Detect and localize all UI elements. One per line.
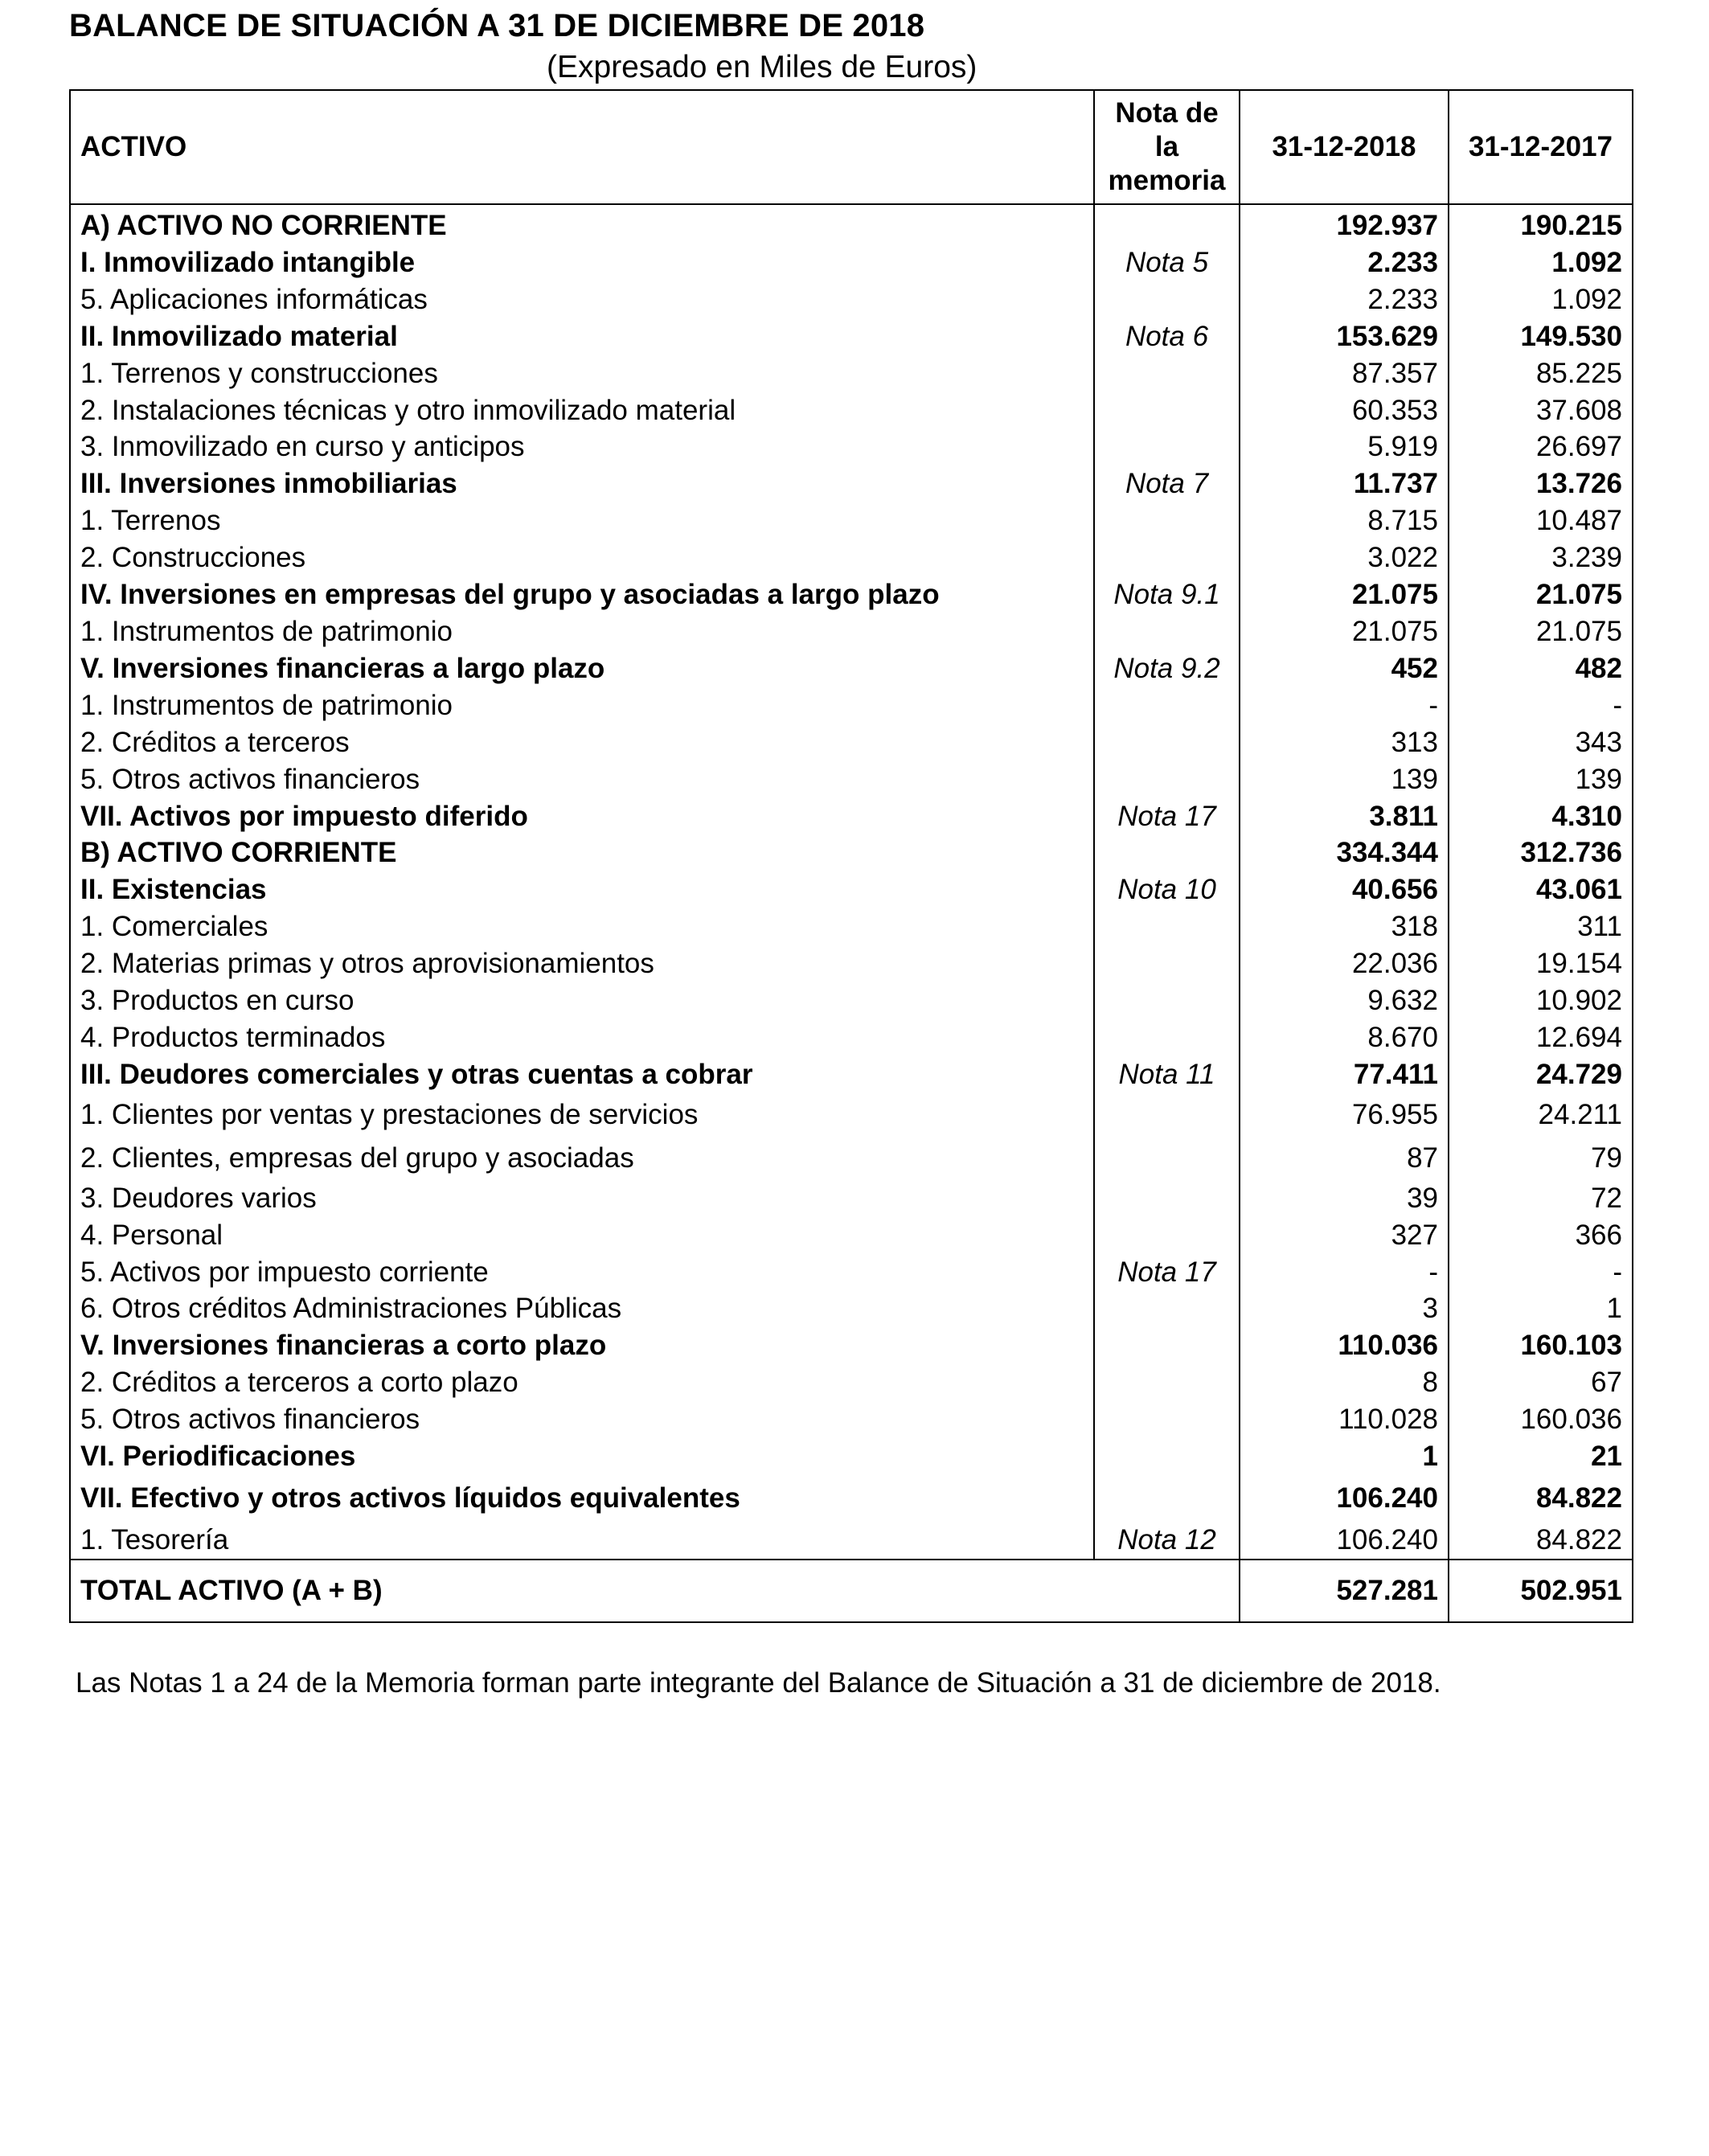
table-header-row	[70, 90, 1633, 204]
row-label: B) ACTIVO CORRIENTE	[70, 834, 1094, 871]
row-value-2017: 21.075	[1449, 576, 1633, 613]
row-label: 1. Instrumentos de patrimonio	[70, 613, 1094, 650]
row-value-2018: 110.036	[1240, 1327, 1449, 1364]
row-value-2018: 39	[1240, 1180, 1449, 1217]
row-nota	[1094, 1180, 1240, 1217]
row-value-2017: 10.902	[1449, 982, 1633, 1019]
row-label: 3. Productos en curso	[70, 982, 1094, 1019]
table-row	[70, 724, 1633, 761]
row-value-2018: 8	[1240, 1364, 1449, 1401]
row-label: III. Inversiones inmobiliarias	[70, 465, 1094, 502]
row-value-2017: 149.530	[1449, 318, 1633, 355]
row-nota	[1094, 982, 1240, 1019]
table-row	[70, 502, 1633, 539]
row-label: 5. Aplicaciones informáticas	[70, 281, 1094, 318]
row-nota	[1094, 908, 1240, 945]
table-row	[70, 576, 1633, 613]
row-value-2018: 327	[1240, 1217, 1449, 1254]
table-row	[70, 392, 1633, 429]
row-value-2017: 1.092	[1449, 244, 1633, 281]
table-row	[70, 1364, 1633, 1401]
row-value-2018: 3.022	[1240, 539, 1449, 576]
row-value-2017: 311	[1449, 908, 1633, 945]
row-label: 4. Personal	[70, 1217, 1094, 1254]
table-row	[70, 318, 1633, 355]
row-label: 2. Construcciones	[70, 539, 1094, 576]
row-value-2017: 343	[1449, 724, 1633, 761]
header-nota-line: memoria	[1108, 165, 1226, 196]
row-value-2018: 334.344	[1240, 834, 1449, 871]
row-value-2017: 43.061	[1449, 871, 1633, 908]
table-row	[70, 945, 1633, 982]
row-label: 1. Tesorería	[70, 1522, 1094, 1560]
row-value-2018: -	[1240, 687, 1449, 724]
row-value-2018: 110.028	[1240, 1401, 1449, 1438]
row-value-2018: 11.737	[1240, 465, 1449, 502]
total-value-2018: 527.281	[1240, 1560, 1449, 1622]
row-value-2017: 1	[1449, 1290, 1633, 1327]
row-nota: Nota 12	[1094, 1522, 1240, 1560]
row-value-2018: 9.632	[1240, 982, 1449, 1019]
row-nota: Nota 6	[1094, 318, 1240, 355]
row-nota	[1094, 1217, 1240, 1254]
table-row	[70, 650, 1633, 687]
table-row	[70, 355, 1633, 392]
row-nota	[1094, 945, 1240, 982]
row-nota: Nota 10	[1094, 871, 1240, 908]
row-value-2018: 192.937	[1240, 204, 1449, 244]
row-nota	[1094, 204, 1240, 244]
total-value-2017: 502.951	[1449, 1560, 1633, 1622]
header-nota-line: Nota de	[1115, 97, 1219, 129]
row-label: 5. Otros activos financieros	[70, 1401, 1094, 1438]
row-value-2017: 160.036	[1449, 1401, 1633, 1438]
table-row	[70, 428, 1633, 465]
row-label: 1. Terrenos y construcciones	[70, 355, 1094, 392]
row-value-2017: 4.310	[1449, 798, 1633, 835]
row-nota	[1094, 1019, 1240, 1056]
row-nota: Nota 5	[1094, 244, 1240, 281]
row-label: I. Inmovilizado intangible	[70, 244, 1094, 281]
table-row	[70, 1217, 1633, 1254]
row-value-2017: 139	[1449, 761, 1633, 798]
table-row	[70, 908, 1633, 945]
row-value-2018: 40.656	[1240, 871, 1449, 908]
row-label: 1. Comerciales	[70, 908, 1094, 945]
row-value-2017: 160.103	[1449, 1327, 1633, 1364]
row-value-2017: 10.487	[1449, 502, 1633, 539]
table-row	[70, 465, 1633, 502]
row-value-2017: 26.697	[1449, 428, 1633, 465]
row-value-2017: 19.154	[1449, 945, 1633, 982]
header-nota-memoria	[1094, 90, 1240, 204]
row-nota	[1094, 761, 1240, 798]
table-row	[70, 281, 1633, 318]
row-nota	[1094, 613, 1240, 650]
row-value-2018: 21.075	[1240, 576, 1449, 613]
row-value-2017: 13.726	[1449, 465, 1633, 502]
row-label: 4. Productos terminados	[70, 1019, 1094, 1056]
table-row	[70, 1475, 1633, 1522]
footnote: Las Notas 1 a 24 de la Memoria forman parte integrante del Balance de Situación a 31 de diciembre de 2018.	[76, 1667, 1441, 1699]
page-title: BALANCE DE SITUACIÓN A 31 DE DICIEMBRE DE 2018	[69, 8, 925, 43]
row-value-2018: 22.036	[1240, 945, 1449, 982]
row-value-2017: 85.225	[1449, 355, 1633, 392]
row-value-2017: 12.694	[1449, 1019, 1633, 1056]
row-label: A) ACTIVO NO CORRIENTE	[70, 204, 1094, 244]
row-label: II. Existencias	[70, 871, 1094, 908]
row-value-2018: 153.629	[1240, 318, 1449, 355]
row-label: VII. Efectivo y otros activos líquidos equivalentes	[70, 1475, 1094, 1522]
row-value-2018: 318	[1240, 908, 1449, 945]
table-row	[70, 204, 1633, 244]
row-value-2018: 87.357	[1240, 355, 1449, 392]
table-row	[70, 539, 1633, 576]
row-value-2017: 79	[1449, 1137, 1633, 1180]
page-subtitle: (Expresado en Miles de Euros)	[547, 50, 977, 84]
row-nota	[1094, 392, 1240, 429]
balance-sheet-table	[69, 89, 1633, 1623]
row-nota	[1094, 1475, 1240, 1522]
row-value-2018: 106.240	[1240, 1475, 1449, 1522]
header-nota-line: la	[1154, 131, 1179, 162]
table-row	[70, 1093, 1633, 1137]
row-nota: Nota 17	[1094, 1254, 1240, 1291]
row-label: IV. Inversiones en empresas del grupo y asociadas a largo plazo	[70, 576, 1094, 613]
row-value-2018: 5.919	[1240, 428, 1449, 465]
row-value-2017: -	[1449, 1254, 1633, 1291]
row-nota: Nota 17	[1094, 798, 1240, 835]
table-row	[70, 1290, 1633, 1327]
row-label: 2. Instalaciones técnicas y otro inmovilizado material	[70, 392, 1094, 429]
row-label: 1. Instrumentos de patrimonio	[70, 687, 1094, 724]
row-value-2017: 190.215	[1449, 204, 1633, 244]
row-label: 1. Clientes por ventas y prestaciones de servicios	[70, 1093, 1094, 1137]
row-nota	[1094, 1438, 1240, 1475]
row-value-2018: 77.411	[1240, 1056, 1449, 1093]
row-value-2017: 84.822	[1449, 1522, 1633, 1560]
row-value-2017: 24.729	[1449, 1056, 1633, 1093]
row-value-2017: 3.239	[1449, 539, 1633, 576]
row-value-2018: 106.240	[1240, 1522, 1449, 1560]
row-value-2018: 8.670	[1240, 1019, 1449, 1056]
table-row	[70, 834, 1633, 871]
table-row	[70, 798, 1633, 835]
header-year-2017: 31-12-2017	[1449, 90, 1633, 204]
row-value-2018: 452	[1240, 650, 1449, 687]
row-value-2017: 24.211	[1449, 1093, 1633, 1137]
row-nota	[1094, 428, 1240, 465]
row-nota: Nota 7	[1094, 465, 1240, 502]
row-value-2018: 60.353	[1240, 392, 1449, 429]
row-value-2017: 67	[1449, 1364, 1633, 1401]
row-label: II. Inmovilizado material	[70, 318, 1094, 355]
row-nota	[1094, 1290, 1240, 1327]
table-row	[70, 1019, 1633, 1056]
row-label: V. Inversiones financieras a corto plazo	[70, 1327, 1094, 1364]
row-nota: Nota 11	[1094, 1056, 1240, 1093]
row-value-2018: 76.955	[1240, 1093, 1449, 1137]
row-value-2018: 3	[1240, 1290, 1449, 1327]
header-year-2018: 31-12-2018	[1240, 90, 1449, 204]
row-nota	[1094, 281, 1240, 318]
row-nota	[1094, 687, 1240, 724]
row-value-2018: 1	[1240, 1438, 1449, 1475]
row-nota	[1094, 724, 1240, 761]
row-label: 2. Materias primas y otros aprovisionamientos	[70, 945, 1094, 982]
header-activo: ACTIVO	[70, 90, 1094, 204]
row-label: 2. Clientes, empresas del grupo y asociadas	[70, 1137, 1094, 1180]
table-row	[70, 761, 1633, 798]
row-nota	[1094, 1093, 1240, 1137]
table-row	[70, 1522, 1633, 1560]
row-label: 2. Créditos a terceros	[70, 724, 1094, 761]
row-value-2018: 8.715	[1240, 502, 1449, 539]
row-nota	[1094, 1401, 1240, 1438]
row-nota	[1094, 1364, 1240, 1401]
row-nota	[1094, 539, 1240, 576]
row-label: V. Inversiones financieras a largo plazo	[70, 650, 1094, 687]
row-nota	[1094, 1327, 1240, 1364]
row-value-2017: 366	[1449, 1217, 1633, 1254]
row-value-2017: 72	[1449, 1180, 1633, 1217]
row-nota	[1094, 834, 1240, 871]
row-nota: Nota 9.2	[1094, 650, 1240, 687]
table-row	[70, 1254, 1633, 1291]
row-label: 6. Otros créditos Administraciones Públicas	[70, 1290, 1094, 1327]
row-nota	[1094, 355, 1240, 392]
table-row	[70, 871, 1633, 908]
row-value-2017: 21.075	[1449, 613, 1633, 650]
row-value-2017: -	[1449, 687, 1633, 724]
total-label: TOTAL ACTIVO (A + B)	[70, 1560, 1240, 1622]
table-row	[70, 1327, 1633, 1364]
table-row	[70, 1137, 1633, 1180]
table-row	[70, 1180, 1633, 1217]
row-value-2017: 37.608	[1449, 392, 1633, 429]
row-value-2017: 312.736	[1449, 834, 1633, 871]
row-label: 3. Inmovilizado en curso y anticipos	[70, 428, 1094, 465]
row-nota: Nota 9.1	[1094, 576, 1240, 613]
table-row	[70, 1438, 1633, 1475]
row-label: III. Deudores comerciales y otras cuentas a cobrar	[70, 1056, 1094, 1093]
table-row	[70, 244, 1633, 281]
row-label: 2. Créditos a terceros a corto plazo	[70, 1364, 1094, 1401]
row-value-2017: 84.822	[1449, 1475, 1633, 1522]
table-row	[70, 982, 1633, 1019]
row-value-2017: 482	[1449, 650, 1633, 687]
table-row	[70, 613, 1633, 650]
row-value-2017: 21	[1449, 1438, 1633, 1475]
row-value-2018: 2.233	[1240, 244, 1449, 281]
row-label: 3. Deudores varios	[70, 1180, 1094, 1217]
row-label: 5. Activos por impuesto corriente	[70, 1254, 1094, 1291]
row-label: VII. Activos por impuesto diferido	[70, 798, 1094, 835]
row-value-2018: 87	[1240, 1137, 1449, 1180]
table-row	[70, 1401, 1633, 1438]
row-nota	[1094, 502, 1240, 539]
row-value-2018: 3.811	[1240, 798, 1449, 835]
row-value-2018: 21.075	[1240, 613, 1449, 650]
row-value-2018: -	[1240, 1254, 1449, 1291]
row-label: 5. Otros activos financieros	[70, 761, 1094, 798]
table-row	[70, 687, 1633, 724]
table-row	[70, 1056, 1633, 1093]
row-value-2018: 313	[1240, 724, 1449, 761]
row-value-2017: 1.092	[1449, 281, 1633, 318]
row-nota	[1094, 1137, 1240, 1180]
row-value-2018: 139	[1240, 761, 1449, 798]
row-label: VI. Periodificaciones	[70, 1438, 1094, 1475]
row-value-2018: 2.233	[1240, 281, 1449, 318]
total-row	[70, 1560, 1633, 1622]
row-label: 1. Terrenos	[70, 502, 1094, 539]
